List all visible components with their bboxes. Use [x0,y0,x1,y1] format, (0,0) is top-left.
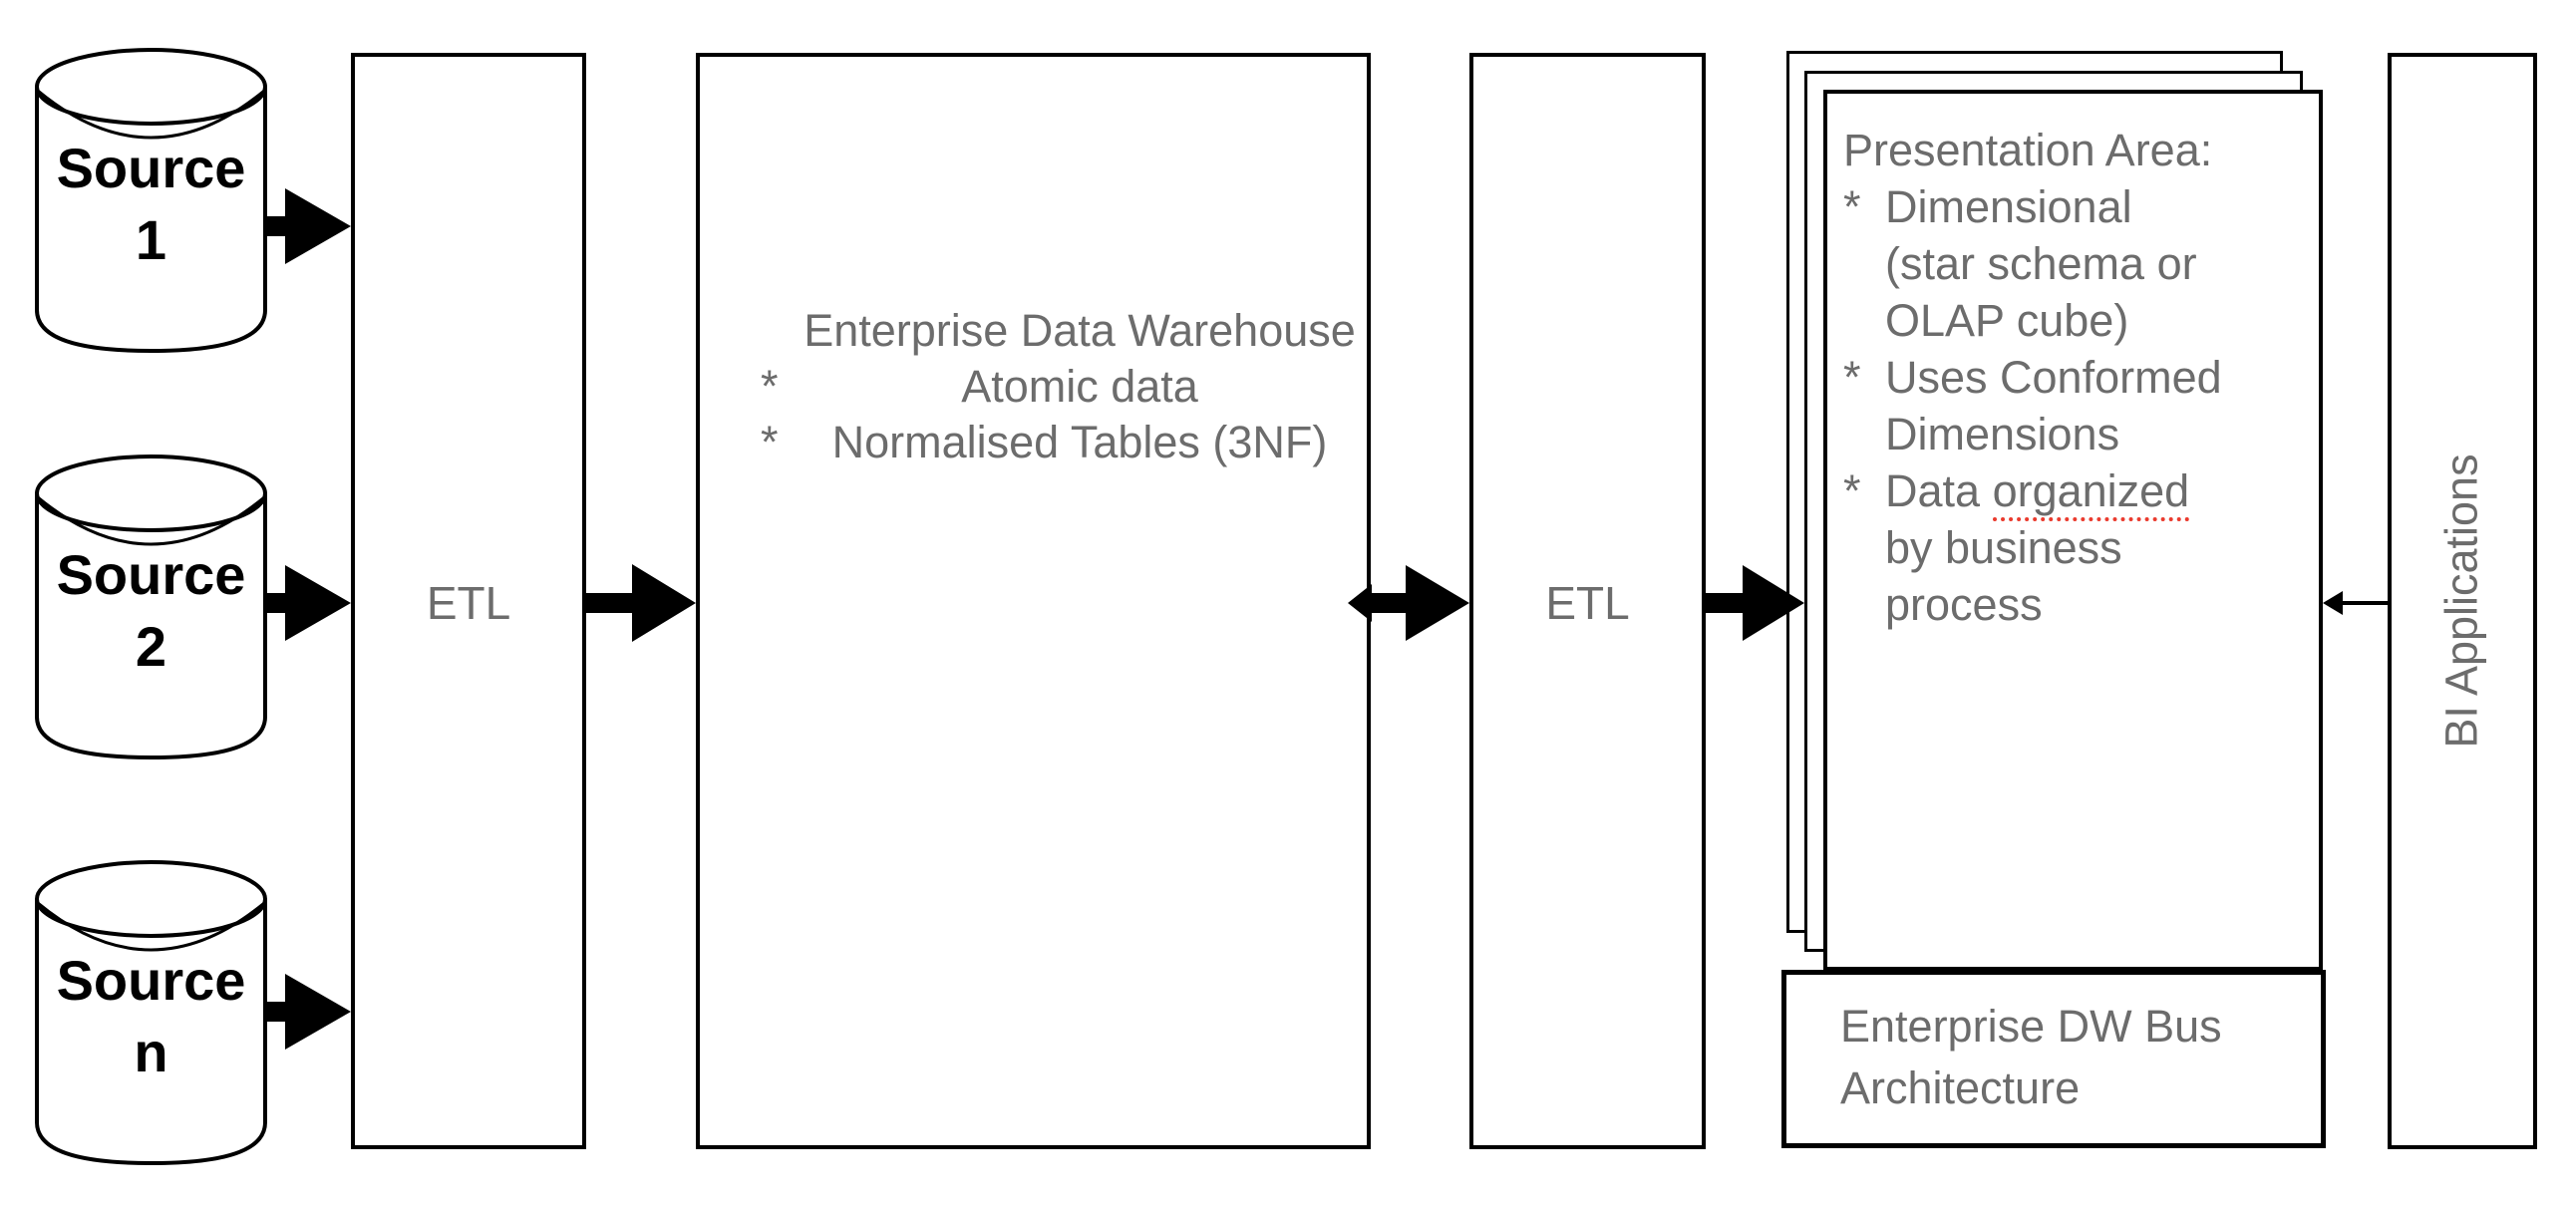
arrow-etl2-to-presentation [1703,565,1804,641]
bus-architecture-label [1786,975,2321,1119]
arrow-edw-to-etl2-bidirectional [1348,565,1469,641]
presentation-item-text: by business [1885,522,2122,573]
arrow-etl-to-edw [582,564,696,642]
source-n-label-line2: n [134,1021,168,1083]
bullet-asterisk: * [1843,465,1861,516]
arrow-source2-to-etl [263,565,351,641]
source-n-cylinder [34,857,268,1166]
bi-applications-label: BI Applications [2436,454,2487,749]
presentation-item-text: Dimensional [1885,181,2132,232]
presentation-item-text: Data [1885,465,1993,516]
presentation-item-organized-cont [1843,519,2302,576]
bullet-asterisk: * [761,417,779,467]
source-2-label-line2: 2 [135,615,167,678]
presentation-item-text: OLAP cube) [1885,295,2129,346]
presentation-item-organized [1843,462,2302,519]
bus-label-line1: Enterprise DW Bus [1840,1001,2222,1052]
source-2-label [34,539,268,683]
source-n-label [34,945,268,1088]
presentation-item-dimensional-cont2 [1843,292,2302,349]
presentation-item-text: process [1885,579,2043,630]
arrow-bi-to-presentation [2323,591,2388,615]
etl2-label: ETL [1545,577,1630,629]
edw-item-text: Normalised Tables (3NF) [831,417,1328,467]
bullet-asterisk: * [1843,181,1861,232]
edw-item-normalised-tables [761,415,1399,470]
edw-text-block [761,303,1399,470]
source-1-cylinder [34,45,268,354]
presentation-item-text: Uses Conformed [1885,352,2222,403]
presentation-item-text: (star schema or [1885,238,2197,289]
source-2-cylinder [34,452,268,760]
bullet-asterisk: * [1843,352,1861,403]
source-2-label-line1: Source [56,543,246,606]
edw-title: Enterprise Data Warehouse [804,305,1356,356]
bullet-asterisk: * [761,361,779,412]
presentation-item-conformed-cont [1843,406,2302,462]
arrow-sourcen-to-etl [263,974,351,1050]
source-1-label-line2: 1 [135,208,167,271]
source-1-label [34,133,268,276]
presentation-item-dimensional [1843,178,2302,235]
edw-item-atomic-data [761,359,1399,415]
spellcheck-underlined-word: organized [1993,465,2190,521]
presentation-text-block [1843,122,2302,633]
bus-label-line2: Architecture [1840,1062,2081,1113]
source-n-label-line1: Source [56,949,246,1012]
edw-item-text: Atomic data [961,361,1198,412]
presentation-item-conformed [1843,349,2302,406]
bus-architecture-box [1781,970,2326,1148]
presentation-item-organized-cont2 [1843,576,2302,633]
source-1-label-line1: Source [56,137,246,199]
presentation-title: Presentation Area: [1843,125,2213,175]
etl1-label: ETL [426,577,511,629]
edw-box [696,53,1371,1149]
presentation-item-text: Dimensions [1885,409,2120,459]
bi-applications-box [2388,53,2537,1149]
arrow-source1-to-etl [263,188,351,264]
presentation-item-dimensional-cont [1843,235,2302,292]
